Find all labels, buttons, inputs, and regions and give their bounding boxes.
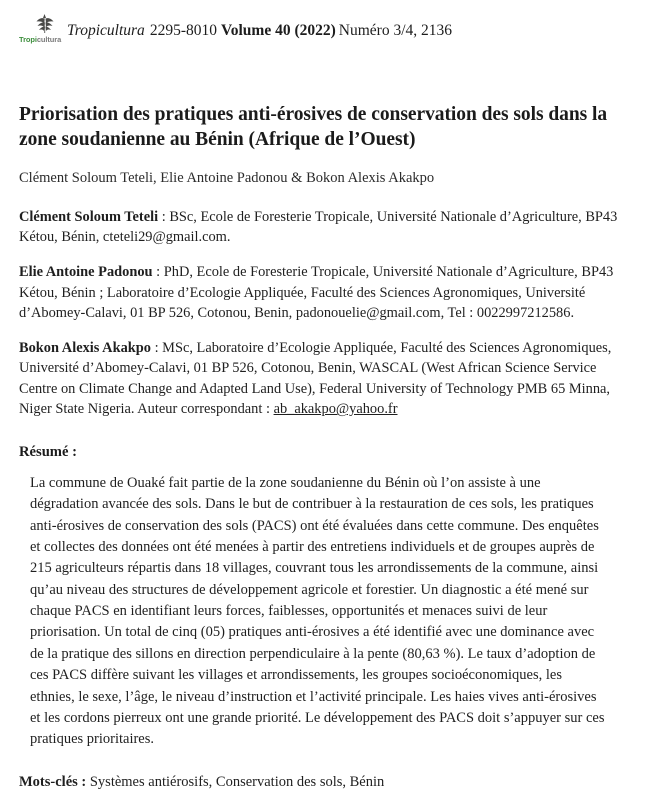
masthead-text <box>67 23 452 39</box>
logo-word-grey: cultura <box>36 35 62 44</box>
affiliation-author-name: Elie Antoine Padonou <box>19 264 153 281</box>
affiliation-entry <box>19 338 619 420</box>
article-title: Priorisation des pratiques anti-érosives de conservation des sols dans la zone soudanienne au Bénin (Afrique de l’Ouest) <box>19 104 608 150</box>
author-list: Clément Soloum Teteli, Elie Antoine Padonou & Bokon Alexis Akakpo <box>19 170 435 187</box>
affiliation-block <box>19 207 625 420</box>
keywords-value: Systèmes antiérosifs, Conservation des sols, Bénin <box>89 773 385 790</box>
affiliation-author-name: Clément Soloum Teteli <box>19 208 159 225</box>
tropicultura-logo <box>19 12 61 50</box>
keywords-line <box>19 772 625 792</box>
affiliation-author-name: Bokon Alexis Akakpo <box>19 340 151 357</box>
affiliation-detail: MSc, Laboratoire d’Ecologie Appliquée, Faculté des Sciences Agronomiques, Université d’Abomey-Calavi, 01 BP 526, Cotonou, Benin, WASCAL (West African Science Service Centre on Climate Change and Adapted Land Use), Federal University of Technology PMB 65 Minna, Niger State Nigeria. Auteur correspondant : <box>19 340 612 418</box>
affiliation-detail: PhD, Ecole de Foresterie Tropicale, Université Nationale d’Agriculture, BP43 Kétou, Bénin ; Laboratoire d’Ecologie Appliquée, Faculté des Sciences Agronomiques, Université d’Abomey-Calavi, 01 BP 526, Cotonou, Benin, padonouelie@gmail.com, Tel : 0022997212586. <box>19 264 614 322</box>
tree-icon <box>35 13 55 35</box>
abstract-heading: Résumé : <box>19 443 77 460</box>
keywords-label: Mots-clés : <box>19 773 87 790</box>
journal-title: Tropicultura <box>67 22 145 40</box>
journal-masthead <box>19 0 625 51</box>
affiliation-separator: : <box>150 340 163 357</box>
abstract-body: La commune de Ouaké fait partie de la zone soudanienne du Bénin où l’on assiste à une dégradation avancée des sols. Dans le but de contribuer à la restauration de ces sols, les pratiques anti-érosives de conservation des sols (PACS) ont été évaluées dans cette commune. Des enquêtes et collectes des données ont été menées à partir des entretiens individuels et de groupes auprès de 215 agriculteurs répartis dans 18 villages, couvrant tous les arrondissements de la commune, ainsi qu’au niveau des structures de développement agricole et forestier. Un diagnostic a été mené sur chaque PACS en identifiant leurs forces, faiblesses, opportunités et menaces suivi de leur priorisation. Un total de cinq (05) pratiques anti-érosives a été identifié avec une dominance avec de la pratique des sillons en direction perpendiculaire à la pente (80,63 %). Le taux d’adoption de ces PACS diffère suivant les villages et arrondissements, les groupes socioéconomiques, les ethnies, le sexe, l’âge, le niveau d’instruction et l’activité principale. Les haies vives anti-érosives et les cordons pierreux ont une grande priorité. Le développement des PACS doit s’appuyer sur ces pratiques prioritaires. <box>30 474 605 748</box>
logo-wordmark <box>19 35 61 44</box>
affiliation-detail: BSc, Ecole de Foresterie Tropicale, Université Nationale d’Agriculture, BP43 Kétou, Bénin, cteteli29@gmail.com. <box>19 208 618 246</box>
affiliation-separator: : <box>152 264 164 281</box>
logo-word-green: Tropi <box>19 35 37 44</box>
affiliation-separator: : <box>158 208 170 225</box>
affiliation-entry <box>19 207 619 248</box>
journal-issn: 2295-8010 <box>149 22 217 40</box>
journal-issue: Numéro 3/4, 2136 <box>338 22 453 40</box>
journal-volume: Volume 40 (2022) <box>220 22 336 40</box>
affiliation-entry <box>19 262 619 323</box>
corresponding-author-email-link[interactable]: ab_akakpo@yahoo.fr <box>273 401 398 418</box>
